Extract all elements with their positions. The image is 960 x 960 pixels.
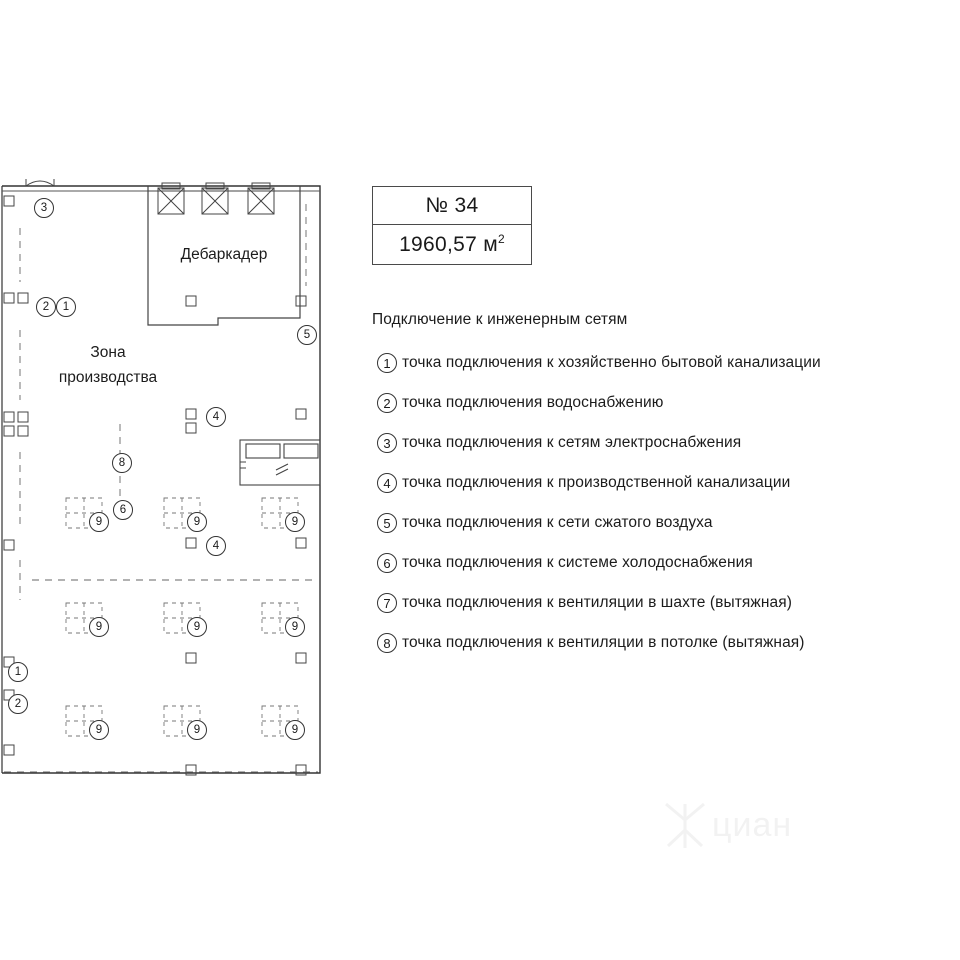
- unit-number: № 34: [373, 187, 531, 225]
- plan-marker-6: 6: [113, 500, 133, 520]
- watermark-logo-icon: [660, 800, 710, 852]
- plan-marker-9: 9: [187, 720, 207, 740]
- legend-number-circle-icon: 7: [377, 593, 397, 613]
- legend-item-label: точка подключения к хозяйственно бытовой канализации: [402, 354, 821, 371]
- legend-item-label: точка подключения к системе холодоснабжения: [402, 554, 753, 571]
- legend-item-6: [372, 543, 952, 583]
- floor-plan-svg: [0, 0, 360, 820]
- plan-label-zone-line2: производства: [58, 369, 158, 386]
- outer-wall: [2, 186, 320, 773]
- legend-number-circle-icon: 3: [377, 433, 397, 453]
- legend-number-circle-icon: 2: [377, 393, 397, 413]
- legend-title: Подключение к инженерным сетям: [372, 311, 628, 328]
- legend-number-circle-icon: 5: [377, 513, 397, 533]
- unit-area-value: 1960,57 м: [399, 233, 498, 256]
- legend-item-label: точка подключения к производственной канализации: [402, 474, 791, 491]
- legend-item-marker: [372, 513, 402, 533]
- plan-marker-9: 9: [89, 512, 109, 532]
- legend-item-label: точка подключения водоснабжению: [402, 394, 664, 411]
- plan-marker-1: 1: [56, 297, 76, 317]
- plan-marker-9: 9: [285, 617, 305, 637]
- info-panel: [372, 186, 952, 663]
- unit-area-superscript: 2: [497, 232, 505, 246]
- watermark-text: циан: [712, 806, 793, 844]
- plan-marker-9: 9: [89, 720, 109, 740]
- legend-item-marker: [372, 633, 402, 653]
- legend-number-circle-icon: 8: [377, 633, 397, 653]
- plan-marker-2: 2: [36, 297, 56, 317]
- legend-item-3: [372, 423, 952, 463]
- plan-marker-9: 9: [187, 512, 207, 532]
- legend-item-5: [372, 503, 952, 543]
- plan-marker-3: 3: [34, 198, 54, 218]
- legend-item-marker: [372, 553, 402, 573]
- legend-item-marker: [372, 593, 402, 613]
- plan-label-debarkader: Дебаркадер: [180, 246, 268, 263]
- legend-item-8: [372, 623, 952, 663]
- legend-number-circle-icon: 6: [377, 553, 397, 573]
- legend-number-circle-icon: 1: [377, 353, 397, 373]
- watermark: [660, 800, 890, 860]
- equipment-block: [240, 440, 320, 485]
- legend-item-marker: [372, 433, 402, 453]
- plan-marker-9: 9: [285, 512, 305, 532]
- plan-marker-1: 1: [8, 662, 28, 682]
- legend-item-7: [372, 583, 952, 623]
- legend-item-marker: [372, 393, 402, 413]
- plan-label-zone-line1: Зона: [90, 344, 126, 361]
- legend-item-2: [372, 383, 952, 423]
- legend-item-marker: [372, 353, 402, 373]
- plan-marker-8: 8: [112, 453, 132, 473]
- legend-item-4: [372, 463, 952, 503]
- floor-plan: [0, 0, 360, 820]
- plan-marker-5: 5: [297, 325, 317, 345]
- plan-marker-9: 9: [89, 617, 109, 637]
- plan-marker-9: 9: [285, 720, 305, 740]
- plan-marker-4: 4: [206, 407, 226, 427]
- legend-item-label: точка подключения к сети сжатого воздуха: [402, 514, 713, 531]
- legend-item-label: точка подключения к вентиляции в шахте (вытяжная): [402, 594, 793, 611]
- plan-marker-4: 4: [206, 536, 226, 556]
- legend-item-label: точка подключения к вентиляции в потолке (вытяжная): [402, 634, 805, 651]
- unit-info-box: [372, 186, 532, 265]
- plan-marker-2: 2: [8, 694, 28, 714]
- legend-list: [372, 343, 952, 663]
- legend-number-circle-icon: 4: [377, 473, 397, 493]
- legend-item-1: [372, 343, 952, 383]
- legend-item-marker: [372, 473, 402, 493]
- legend-item-label: точка подключения к сетям электроснабжения: [402, 434, 742, 451]
- unit-area: [373, 225, 531, 264]
- plan-marker-9: 9: [187, 617, 207, 637]
